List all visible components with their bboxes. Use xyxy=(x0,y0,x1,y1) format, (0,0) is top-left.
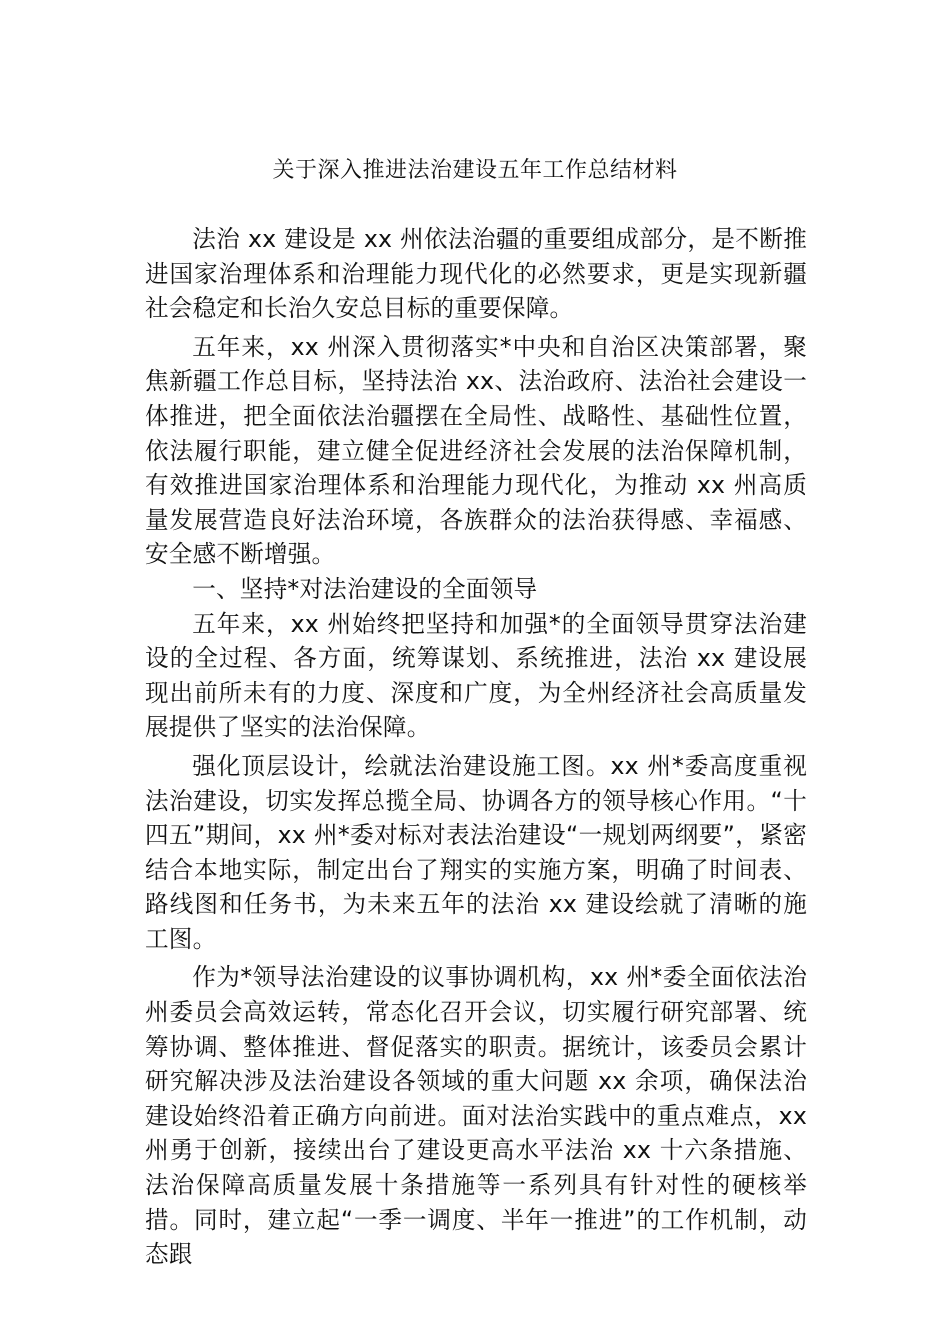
document-title: 关于深入推进法治建设五年工作总结材料 xyxy=(272,158,678,183)
paragraph-top-level-design: 强化顶层设计，绘就法治建设施工图。xx 州*委高度重视法治建设，切实发挥总揽全局、协调各方的领导核心作用。“十四五”期间，xx 州*委对标对表法治建设“一规划两纲要”，紧密结合本地实际，制定出台了翔实的实施方案，明确了时间表、路线图和任务书，为未来五年的法治 xx 建设绘就了清晰的施工图。 xyxy=(145,751,807,953)
paragraph-leadership: 五年来，xx 州始终把坚持和加强*的全面领导贯穿法治建设的全过程、各方面，统筹谋划、系统推进，法治 xx 建设展现出前所未有的力度、深度和广度，为全州经济社会高质量发展提供了坚实的法治保障。 xyxy=(145,609,807,742)
paragraph-five-years: 五年来，xx 州深入贯彻落实*中央和自治区决策部署，聚焦新疆工作总目标，坚持法治 xx、法治政府、法治社会建设一体推进，把全面依法治疆摆在全局性、战略性、基础性位置，依法履行职能，建立健全促进经济社会发展的法治保障机制，有效推进国家治理体系和治理能力现代化，为推动 xx 州高质量发展营造良好法治环境，各族群众的法治获得感、幸福感、安全感不断增强。 xyxy=(145,332,807,569)
section-heading-1: 一、坚持*对法治建设的全面领导 xyxy=(192,574,538,603)
document-body xyxy=(145,222,807,1272)
paragraph-intro: 法治 xx 建设是 xx 州依法治疆的重要组成部分，是不断推进国家治理体系和治理能力现代化的必然要求，更是实现新疆社会稳定和长治久安总目标的重要保障。 xyxy=(145,225,807,323)
paragraph-committee: 作为*领导法治建设的议事协调机构，xx 州*委全面依法治州委员会高效运转，常态化召开会议，切实履行研究部署、统筹协调、整体推进、督促落实的职责。据统计，该委员会累计研究解决涉及法治建设各领域的重大问题 xx 余项，确保法治建设始终沿着正确方向前进。面对法治实践中的重点难点，xx 州勇于创新，接续出台了建设更高水平法治 xx 十六条措施、法治保障高质量发展十条措施等一系列具有针对性的硬核举措。同时，建立起“一季一调度、半年一推进”的工作机制，动态跟 xyxy=(145,963,807,1269)
